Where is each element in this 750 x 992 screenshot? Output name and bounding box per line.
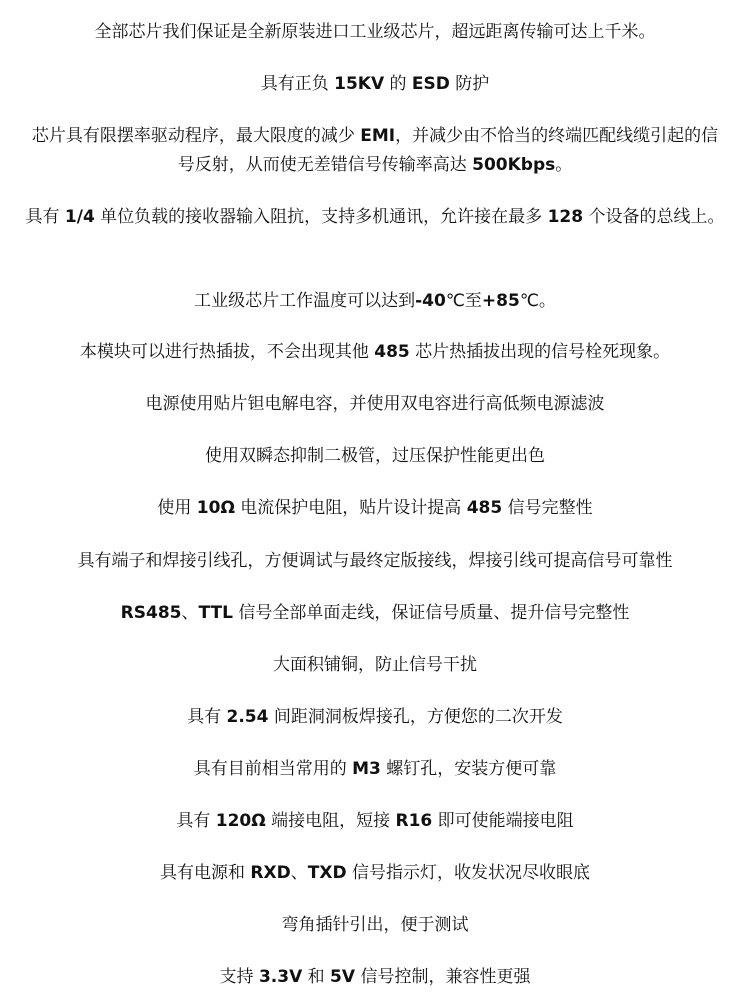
highlighted-value: 3.3V [258, 967, 303, 987]
feature-line: 具有端子和焊接引线孔，方便调试与最终定版接线，焊接引线可提高信号可靠性 [77, 551, 673, 571]
highlighted-value: 120Ω [215, 811, 266, 831]
feature-line: 工业级芯片工作温度可以达到-40℃至+85℃。 [194, 291, 556, 311]
highlighted-value: TTL [198, 603, 233, 623]
feature-line: 具有正负 15KV 的 ESD 防护 [260, 74, 490, 94]
feature-line: 使用 10Ω 电流保护电阻，贴片设计提高 485 信号完整性 [157, 498, 593, 518]
highlighted-value: 485 [374, 342, 410, 362]
feature-line: 具有电源和 RXD、TXD 信号指示灯，收发状况尽收眼底 [160, 863, 590, 883]
feature-line: 支持 3.3V 和 5V 信号控制，兼容性更强 [219, 967, 531, 987]
feature-line: 本模块可以进行热插拔，不会出现其他 485 芯片热插拔出现的信号栓死现象。 [79, 342, 671, 362]
highlighted-value: 15KV [334, 74, 385, 94]
feature-line: 具有目前相当常用的 M3 螺钉孔，安装方便可靠 [193, 759, 557, 779]
feature-line: 弯角插针引出，便于测试 [281, 915, 469, 935]
highlighted-value: 2.54 [226, 707, 269, 727]
feature-line: 使用双瞬态抑制二极管，过压保护性能更出色 [205, 446, 545, 466]
feature-line: 电源使用贴片钽电解电容，并使用双电容进行高低频电源滤波 [145, 394, 605, 414]
highlighted-value: 10Ω [196, 498, 235, 518]
highlighted-value: R16 [395, 811, 433, 831]
highlighted-value: +85 [481, 291, 520, 311]
highlighted-value: TXD [307, 863, 347, 883]
highlighted-value: EMI [360, 126, 396, 146]
highlighted-value: M3 [352, 759, 381, 779]
feature-line: RS485、TTL 信号全部单面走线，保证信号质量、提升信号完整性 [120, 603, 630, 623]
highlighted-value: 1/4 [64, 207, 95, 227]
highlighted-value: RS485 [120, 603, 182, 623]
feature-line: 全部芯片我们保证是全新原装进口工业级芯片，超远距离传输可达上千米。 [94, 22, 656, 42]
feature-line: 具有 2.54 间距洞洞板焊接孔，方便您的二次开发 [187, 707, 563, 727]
highlighted-value: RXD [250, 863, 291, 883]
highlighted-value: 485 [466, 498, 503, 518]
highlighted-value: 128 [547, 207, 584, 227]
highlighted-value: -40 [415, 291, 446, 311]
feature-line: 具有 1/4 单位负载的接收器输入阻抗，支持多机通讯，允许接在最多 128 个设备的总线上。 [25, 207, 725, 227]
feature-line: 大面积铺铜，防止信号干扰 [273, 655, 477, 675]
feature-line: 芯片具有限摆率驱动程序，最大限度的减少 EMI，并减少由不恰当的终端匹配线缆引起的信号反射，从而使无差错信号传输率高达 500Kbps。 [31, 126, 719, 175]
highlighted-value: 500Kbps [472, 155, 556, 175]
highlighted-value: ESD [411, 74, 450, 94]
feature-line: 具有 120Ω 端接电阻，短接 R16 即可使能端接电阻 [176, 811, 574, 831]
highlighted-value: 5V [330, 967, 356, 987]
